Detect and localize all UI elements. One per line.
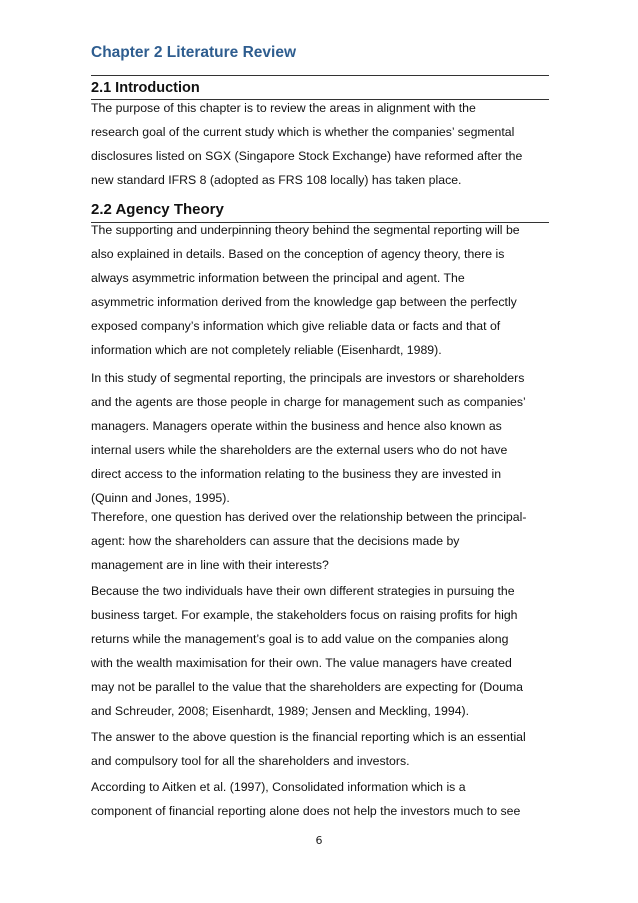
paragraph-agency-theory-1: The supporting and underpinning theory behind the segmental reporting will be also explained in details. Based on the conception of agency theory, there is always asymmetric information between the principal and agent. The asymmetric information derived from the knowledge gap between the perfectly exposed company’s information which give reliable data or facts and that of information which are not completely reliable (Eisenhardt, 1989). — [91, 223, 520, 357]
section-top-rule — [91, 75, 549, 76]
paragraph-agency-theory-4: Because the two individuals have their own different strategies in pursuing the business target. For example, the stakeholders focus on raising profits for high returns while the management’s goal is to add value on the companies along with the wealth maximisation for their own. The value managers have created may not be parallel to the value that the shareholders are expecting for (Douma and Schreuder, 2008; Eisenhardt, 1989; Jensen and Meckling, 1994). — [91, 584, 524, 718]
paragraph-agency-theory-5: The answer to the above question is the financial reporting which is an essential and compulsory tool for all the shareholders and investors. — [91, 730, 526, 768]
page-number: 6 — [315, 834, 323, 847]
paragraph-introduction: The purpose of this chapter is to review the areas in alignment with the research goal of the current study which is whether the companies’ segmental disclosures listed on SGX (Singapore Stock Exchange) have reformed after the new standard IFRS 8 (adopted as FRS 108 locally) has taken place. — [91, 101, 523, 187]
paragraph-agency-theory-2: In this study of segmental reporting, the principals are investors or shareholders and the agents are those people in charge for management such as companies’ managers. Managers operate within the business and hence also known as internal users while the shareholders are the external users who do not have direct access to the information relating to the business they are invested in (Quinn and Jones, 1995). — [91, 371, 526, 505]
paragraph-agency-theory-6: According to Aitken et al. (1997), Consolidated information which is a component of financial reporting alone does not help the investors much to see — [91, 780, 521, 818]
section-heading-agency-theory: 2.2 Agency Theory — [91, 199, 549, 223]
paragraph-agency-theory-3: Therefore, one question has derived over the relationship between the principal- agent: how the shareholders can assure that the decisions made by management are in line with their interests? — [91, 510, 527, 572]
chapter-title: Chapter 2 Literature Review — [91, 44, 297, 61]
section-heading-introduction: 2.1 Introduction — [91, 78, 549, 100]
